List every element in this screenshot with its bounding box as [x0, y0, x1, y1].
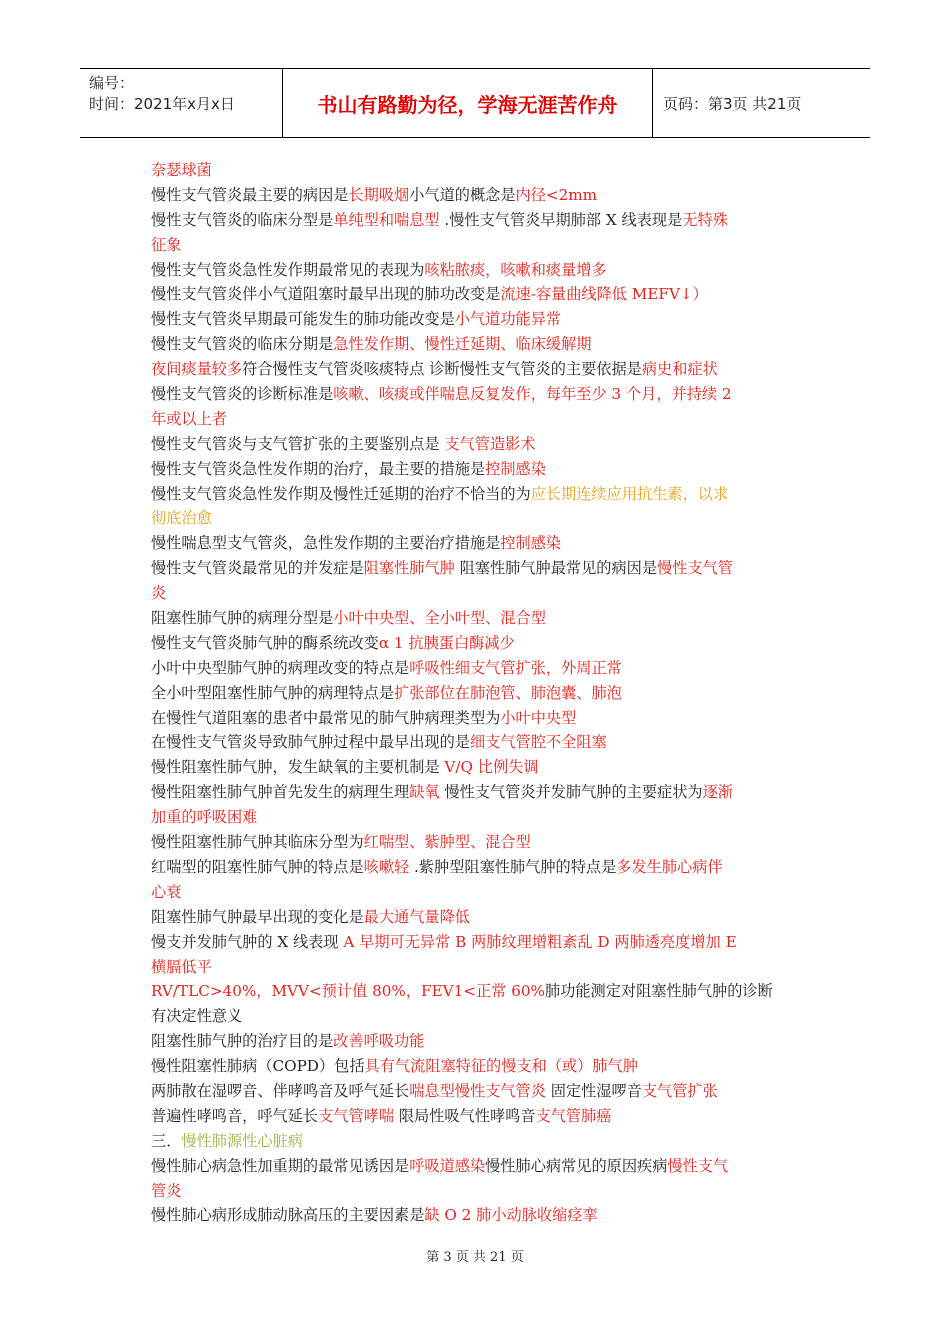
highlighted-answer: 病史和症状 [641, 360, 718, 379]
header-page-label: 页码：第3页 共21页 [663, 94, 802, 113]
text-line [151, 457, 801, 482]
highlighted-answer: 单纯型和喘息型 [333, 210, 440, 229]
highlighted-answer: 无特殊 [682, 210, 728, 229]
question-text: 慢性支气管炎伴小气道阻塞时最早出现的肺功改变是 [151, 285, 501, 304]
highlighted-answer: 控制感染 [485, 459, 546, 478]
highlighted-answer: 逐渐 [702, 783, 733, 802]
highlighted-answer: 小气道功能异常 [454, 310, 562, 329]
text-line [151, 506, 801, 531]
question-text: 全小叶型阻塞性肺气肿的病理特点是 [151, 683, 394, 702]
highlighted-answer: 具有气流阻塞特征的慢支和（或）肺气肿 [364, 1057, 638, 1076]
highlighted-answer: RV/TLC>40%，MVV<预计值 80%，FEV1<正常 60% [151, 982, 545, 1001]
document-body [151, 158, 801, 1228]
text-line [151, 755, 801, 780]
question-text: 慢性阻塞性肺病（COPD）包括 [151, 1057, 365, 1076]
question-text: 红喘型的阻塞性肺气肿的特点是 [151, 857, 364, 876]
highlighted-answer: 支气管扩张 [641, 1081, 718, 1100]
text-line [151, 930, 801, 955]
highlighted-answer: 小叶中央型、全小叶型、混合型 [333, 609, 546, 628]
highlighted-answer: 慢性肺源性心脏病 [181, 1131, 303, 1150]
document-number-label: 编号： [89, 74, 135, 92]
question-text: 小叶中央型肺气肿的病理改变的特点是 [151, 658, 410, 677]
text-line [151, 730, 801, 755]
question-text: 阻塞性肺气肿的病理分型是 [151, 609, 334, 628]
highlighted-answer: 咳粘脓痰，咳嗽和痰量增多 [424, 260, 607, 279]
question-text: 慢支并发肺气肿的 X 线表现 [151, 932, 344, 951]
highlighted-answer: 呼吸道感染 [409, 1156, 486, 1175]
text-line [151, 307, 801, 332]
question-text: 慢性阻塞性肺气肿其临床分型为 [151, 833, 364, 852]
question-text: 两肺散在湿啰音、伴哮鸣音及呼气延长 [151, 1081, 410, 1100]
text-line [151, 830, 801, 855]
question-text: 阻塞性肺气肿最常见的病因是 [454, 559, 658, 578]
question-text: 肺功能测定对阻塞性肺气肿的诊断 [544, 982, 773, 1001]
text-line [151, 706, 801, 731]
question-text: 慢性支气管炎急性发作期的治疗，最主要的措施是 [151, 459, 486, 478]
text-line [151, 158, 801, 183]
highlighted-answer: 急性发作期、慢性迁延期、临床缓解期 [333, 335, 592, 354]
question-text: 在慢性气道阻塞的患者中最常见的肺气肿病理类型为 [151, 708, 501, 727]
question-text: 符合慢性支气管炎咳痰特点 诊断慢性支气管炎的主要依据是 [242, 360, 642, 379]
highlighted-answer: 多发生肺心病伴 [616, 857, 723, 876]
highlighted-answer: 改善呼吸功能 [333, 1032, 425, 1051]
question-text: 阻塞性肺气肿的治疗目的是 [151, 1032, 334, 1051]
question-text: .紫肿型阻塞性肺气肿的特点是 [409, 857, 617, 876]
text-line [151, 1179, 801, 1204]
text-line [151, 681, 801, 706]
question-text: 慢性肺心病形成肺动脉高压的主要因素是 [151, 1206, 425, 1225]
text-line [151, 258, 801, 283]
text-line [151, 556, 801, 581]
text-line [151, 780, 801, 805]
highlighted-answer: 支气管哮喘 [318, 1106, 394, 1125]
highlighted-answer: V/Q 比例失调 [444, 758, 539, 777]
highlighted-answer: 阻塞性肺气肿 [363, 559, 455, 578]
highlighted-answer: 最大通气量降低 [363, 907, 470, 926]
text-line [151, 432, 801, 457]
page-header [80, 68, 870, 138]
highlighted-answer: 呼吸性细支气管扩张，外周正常 [409, 658, 622, 677]
text-line [151, 531, 801, 556]
highlighted-answer: 细支气管腔不全阻塞 [469, 733, 607, 752]
question-text: 慢性支气管炎急性发作期最常见的表现为 [151, 260, 425, 279]
highlighted-answer: 长期吸烟 [348, 185, 410, 204]
text-line [151, 332, 801, 357]
text-line [151, 1004, 801, 1029]
question-text: 慢性支气管炎的临床分期是 [151, 335, 334, 354]
highlighted-answer: 红喘型、紫肿型、混合型 [363, 833, 531, 852]
question-text: 慢性支气管炎与支气管扩张的主要鉴别点是 [151, 434, 445, 453]
highlighted-answer: 小叶中央型 [500, 708, 577, 727]
document-date-label: 时间：2021年x月x日 [89, 95, 235, 113]
text-line [151, 1054, 801, 1079]
highlighted-answer: 加重的呼吸困难 [151, 808, 258, 827]
highlighted-answer: 奈瑟球菌 [151, 161, 212, 179]
header-left-cell [80, 69, 283, 137]
highlighted-answer: 缺 O 2 肺小动脉收缩痉挛 [424, 1206, 598, 1225]
question-text: 慢性喘息型支气管炎，急性发作期的主要治疗措施是 [151, 534, 501, 553]
question-text: 限局性吸气性哮鸣音 [394, 1106, 536, 1125]
text-line [151, 183, 801, 208]
highlighted-answer: 慢性支气 [667, 1156, 729, 1175]
text-line [151, 233, 801, 258]
text-line [151, 1029, 801, 1054]
highlighted-answer: 年或以上者 [151, 409, 227, 428]
highlighted-answer: 内径<2mm [515, 185, 598, 204]
question-text: 慢性肺心病常见的原因疾病 [485, 1156, 668, 1175]
text-line [151, 282, 801, 307]
question-text: 三． [151, 1131, 182, 1150]
question-text: 慢性支气管炎肺气肿的酶系统改变 [151, 633, 379, 652]
text-line [151, 357, 801, 382]
text-line [151, 482, 801, 507]
question-text: 有决定性意义 [151, 1007, 243, 1026]
highlighted-answer: A 早期可无异常 B 两肺纹理增粗紊乱 D 两肺透亮度增加 E [343, 932, 737, 951]
highlighted-answer: 征象 [151, 235, 182, 254]
highlighted-answer: 咳嗽轻 [363, 857, 410, 876]
page-footer: 第 3 页 共 21 页 [426, 1250, 524, 1265]
text-line [151, 382, 801, 407]
text-line [151, 855, 801, 880]
question-text: 慢性支气管炎早期最可能发生的肺功能改变是 [151, 310, 455, 329]
highlighted-answer: 管炎 [151, 1181, 182, 1200]
text-line [151, 1154, 801, 1179]
highlighted-answer: 支气管造影术 [444, 434, 536, 453]
highlighted-answer: 横膈低平 [151, 957, 212, 976]
text-line [151, 407, 801, 432]
question-text: 慢性支气管炎的临床分型是 [151, 210, 334, 229]
text-line [151, 631, 801, 656]
question-text: 慢性支气管炎的诊断标准是 [151, 385, 334, 404]
highlighted-answer: 心衰 [151, 882, 182, 901]
highlighted-answer: 喘息型慢性支气管炎 [409, 1081, 546, 1100]
question-text: .慢性支气管炎早期肺部 X 线表现是 [439, 210, 683, 229]
highlighted-answer: 咳嗽、咳痰或伴喘息反复发作，每年至少 3 个月，并持续 2 [333, 385, 732, 404]
highlighted-answer: 炎 [151, 584, 167, 603]
text-line [151, 656, 801, 681]
text-line [151, 606, 801, 631]
question-text: 慢性支气管炎急性发作期及慢性迁延期的治疗不恰当的为 [151, 484, 531, 503]
question-text: 慢性支气管炎最主要的病因是 [151, 185, 349, 204]
question-text: 在慢性支气管炎导致肺气肿过程中最早出现的是 [151, 733, 470, 752]
question-text: 小气道的概念是 [409, 185, 516, 204]
highlighted-answer: 缺氧 [409, 783, 440, 802]
highlighted-answer: 支气管肺癌 [535, 1106, 612, 1125]
question-text: 普遍性哮鸣音，呼气延长 [151, 1106, 319, 1125]
text-line [151, 979, 801, 1004]
highlighted-answer: 彻底治愈 [151, 509, 212, 528]
question-text: 慢性支气管炎最常见的并发症是 [151, 559, 364, 578]
text-line [151, 208, 801, 233]
highlighted-answer: 流速-容量曲线降低 MEFV↓） [500, 285, 708, 304]
text-line [151, 955, 801, 980]
highlighted-answer: 扩张部位在肺泡管、肺泡囊、肺泡 [394, 683, 622, 702]
header-motto: 书山有路勤为径，学海无涯苦作舟 [283, 69, 653, 137]
question-text: 固定性湿啰音 [545, 1081, 642, 1100]
highlighted-answer: α 1 抗胰蛋白酶减少 [378, 633, 515, 652]
question-text: 阻塞性肺气肿最早出现的变化是 [151, 907, 364, 926]
text-line [151, 805, 801, 830]
text-line [151, 880, 801, 905]
question-text: 慢性支气管炎并发肺气肿的主要症状为 [439, 783, 703, 802]
highlighted-answer: 控制感染 [500, 534, 562, 553]
text-line [151, 1079, 801, 1104]
text-line [151, 581, 801, 606]
text-line [151, 1129, 801, 1154]
text-line [151, 1203, 801, 1228]
highlighted-answer: 应长期连续应用抗生素，以求 [530, 484, 729, 503]
question-text: 慢性阻塞性肺气肿，发生缺氧的主要机制是 [151, 758, 445, 777]
question-text: 慢性阻塞性肺气肿首先发生的病理生理 [151, 783, 410, 802]
text-line [151, 1104, 801, 1129]
text-line [151, 905, 801, 930]
question-text: 慢性肺心病急性加重期的最常见诱因是 [151, 1156, 410, 1175]
highlighted-answer: 慢性支气管 [657, 559, 733, 578]
highlighted-answer: 夜间痰量较多 [151, 360, 243, 379]
